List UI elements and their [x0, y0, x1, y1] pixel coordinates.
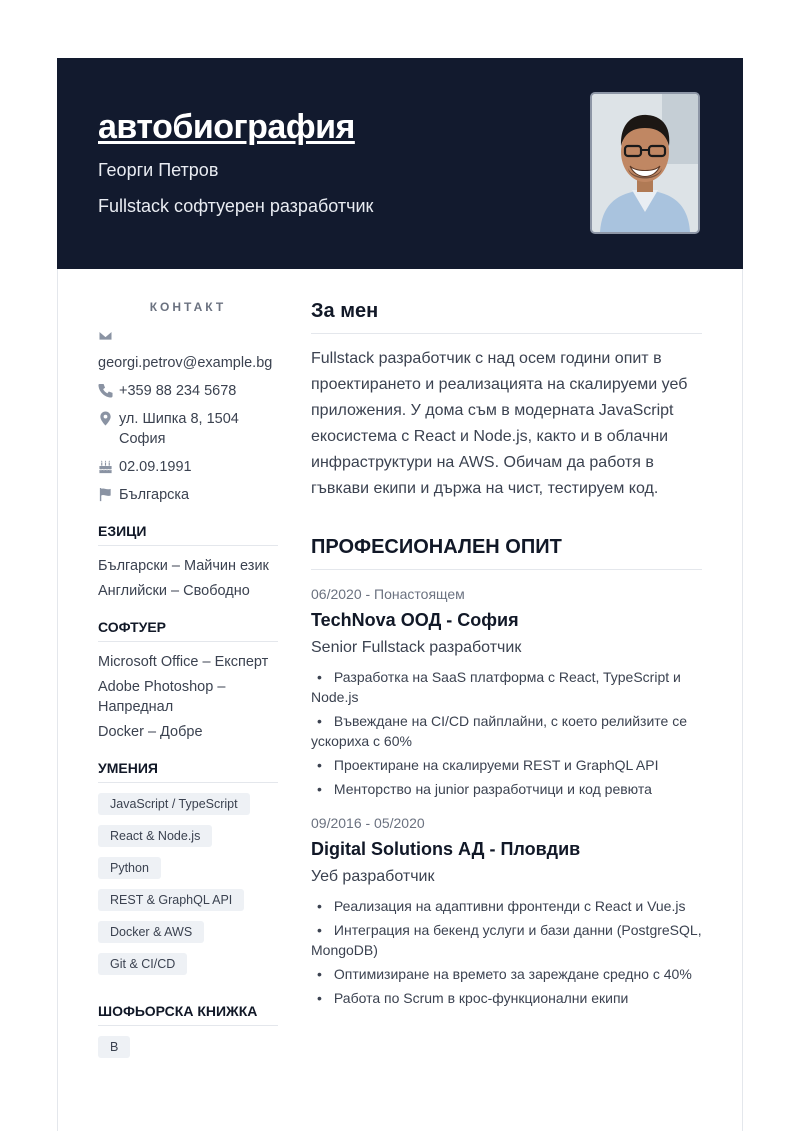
language-item: Български – Майчин език — [98, 558, 269, 574]
job-dates: 09/2016 - 05/2020 — [311, 815, 425, 831]
resume-sidebar — [98, 300, 278, 1068]
birthday-cake-icon — [98, 459, 113, 474]
job-company: Digital Solutions АД - Пловдив — [311, 839, 581, 859]
skill-tag: Docker & AWS — [98, 921, 204, 943]
job-entry — [311, 586, 702, 799]
software-item: Docker – Добре — [98, 724, 203, 740]
job-bullet: • Въвеждане на CI/CD пайплайни, с което релийзите се ускориха с 60% — [311, 711, 702, 751]
job-position: Senior Fullstack разработчик — [311, 639, 522, 656]
job-bullet: • Работа по Scrum в крос-функционални екипи — [311, 988, 702, 1008]
person-name: Георги Петров — [98, 160, 219, 180]
software-item: Microsoft Office – Експерт — [98, 654, 269, 670]
resume-header — [57, 58, 743, 269]
job-bullet: • Проектиране на скалируеми REST и GraphQL API — [311, 755, 702, 775]
contact-heading: КОНТАКТ — [149, 300, 227, 314]
license-heading: ШОФЬОРСКА КНИЖКА — [98, 1003, 278, 1026]
job-bullet: • Оптимизиране на времето за зареждане средно с 40% — [311, 964, 702, 984]
contact-nationality — [98, 485, 278, 505]
contact-nationality-text: Българска — [119, 487, 190, 503]
about-heading: За мен — [311, 300, 702, 334]
profile-photo-illustration — [592, 94, 698, 232]
job-bullets — [311, 896, 702, 1008]
document-title: автобиография — [98, 108, 355, 146]
experience-heading: ПРОФЕСИОНАЛЕН ОПИТ — [311, 536, 702, 570]
profile-photo — [590, 92, 700, 234]
job-bullet: • Разработка на SaaS платформа с React, TypeScript и Node.js — [311, 667, 702, 707]
contact-email-text: georgi.petrov@example.bg — [98, 355, 273, 371]
job-bullet: • Интеграция на бекенд услуги и бази данни (PostgreSQL, MongoDB) — [311, 920, 702, 960]
resume-main — [311, 300, 702, 1012]
contact-phone-text: +359 88 234 5678 — [119, 383, 237, 399]
phone-icon — [98, 383, 113, 398]
map-pin-icon — [98, 411, 113, 426]
contact-address-text: ул. Шипка 8, 1504 София — [119, 411, 239, 447]
contact-birthdate-text: 02.09.1991 — [119, 459, 192, 475]
skill-tag: JavaScript / TypeScript — [98, 793, 250, 815]
skill-tag: React & Node.js — [98, 825, 212, 847]
job-entry — [311, 815, 702, 1008]
languages-heading: ЕЗИЦИ — [98, 523, 278, 546]
skill-tag: Git & CI/CD — [98, 953, 187, 975]
software-item: Adobe Photoshop – Напреднал — [98, 679, 226, 715]
about-text: Fullstack разработчик с над осем години опит в проектирането и реализацията на скалируеми уеб приложения. У дома съм в модерната JavaScript екосистема с React и Node.js, както и в облачни инфраструктури на AWS. Обичам да работя в гъвкави екипи и държа на чист, тестируем код. — [311, 350, 688, 497]
job-bullets — [311, 667, 702, 799]
contact-address — [98, 409, 278, 449]
job-bullet: • Реализация на адаптивни фронтенди с React и Vue.js — [311, 896, 702, 916]
language-item: Английски – Свободно — [98, 583, 250, 599]
skill-tag: REST & GraphQL API — [98, 889, 244, 911]
software-heading: СОФТУЕР — [98, 619, 278, 642]
job-position: Уеб разработчик — [311, 868, 435, 885]
person-role: Fullstack софтуерен разработчик — [98, 196, 374, 216]
envelope-icon — [98, 328, 113, 343]
license-tag: B — [98, 1036, 130, 1058]
job-dates: 06/2020 - Понастоящем — [311, 586, 465, 602]
skill-tag: Python — [98, 857, 161, 879]
contact-email[interactable] — [98, 326, 278, 373]
flag-icon — [98, 487, 113, 502]
job-bullet: • Менторство на junior разработчици и код ревюта — [311, 779, 702, 799]
contact-phone[interactable] — [98, 381, 278, 401]
skills-heading: УМЕНИЯ — [98, 760, 278, 783]
contact-birthdate — [98, 457, 278, 477]
job-company: TechNova ООД - София — [311, 610, 519, 630]
